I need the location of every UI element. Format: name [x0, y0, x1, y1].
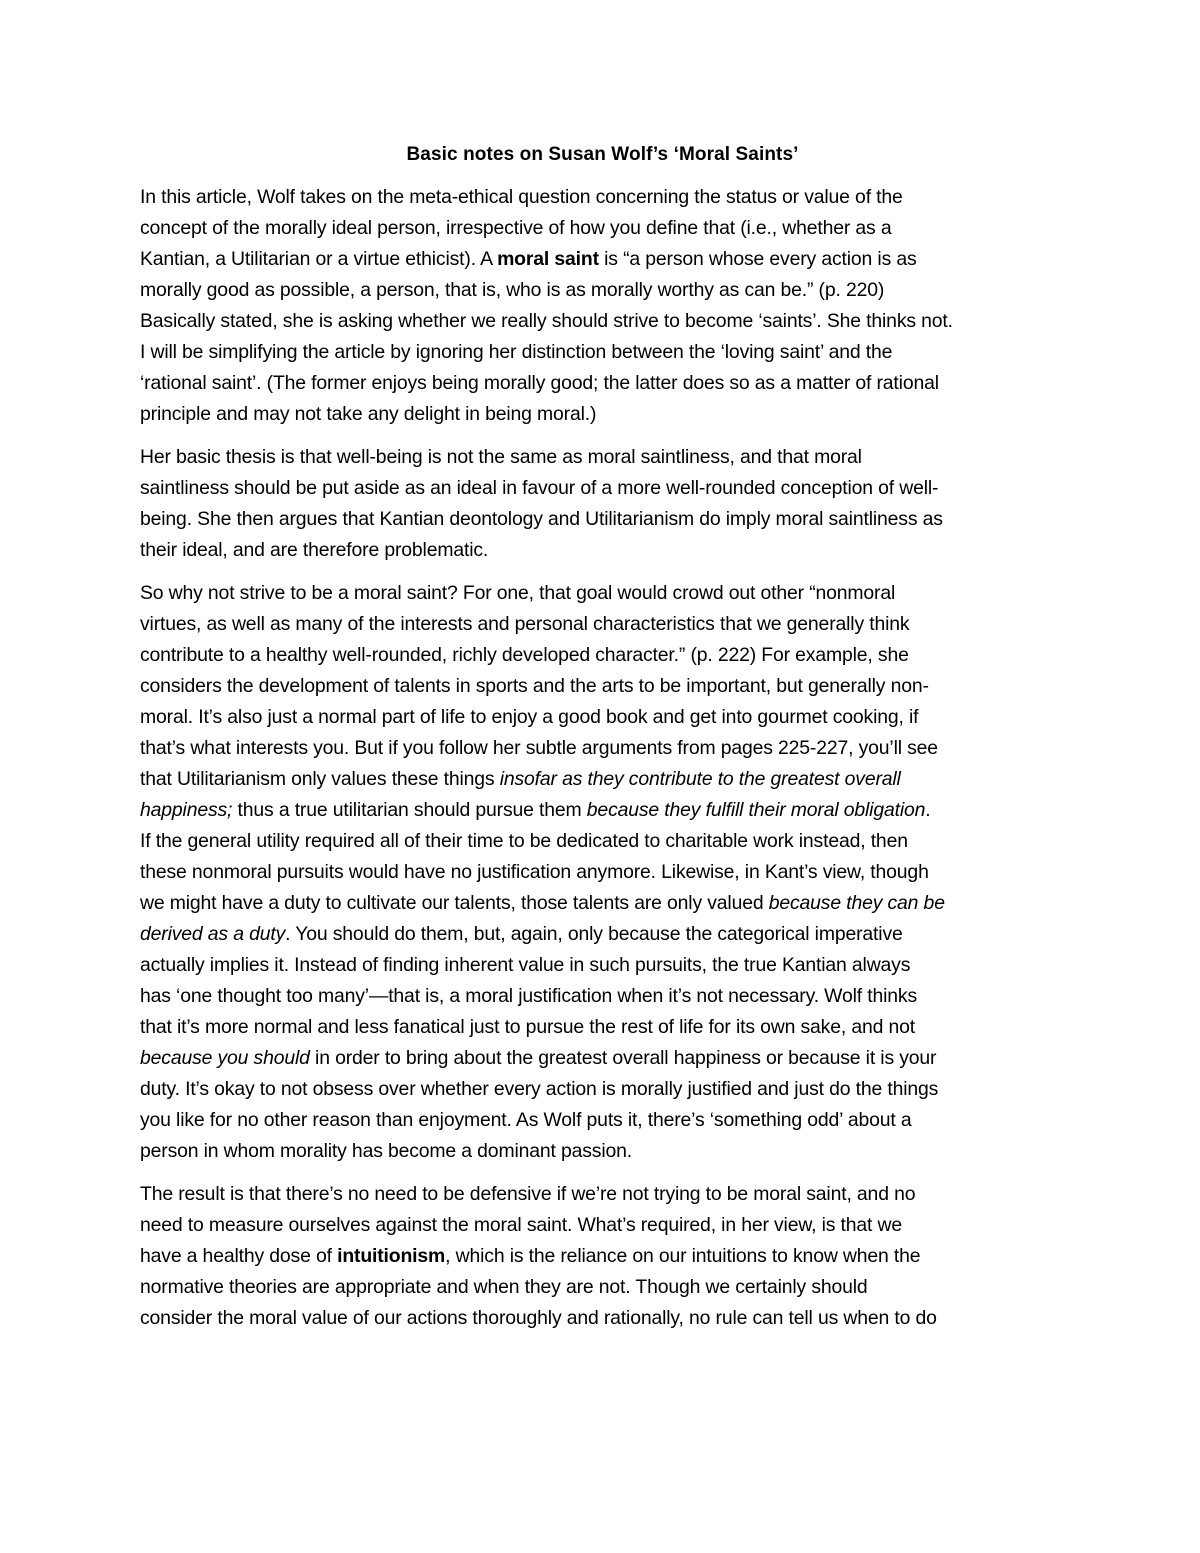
- text-line: consider the moral value of our actions thoroughly and rationally, no rule can tell us when to do: [140, 1307, 937, 1329]
- document-body: [140, 142, 1065, 1346]
- bold-term-moral-saint: moral saint: [497, 248, 599, 270]
- text-line: [140, 795, 1065, 826]
- text-line: normative theories are appropriate and when they are not. Though we certainly should: [140, 1276, 868, 1298]
- text-run: Kantian, a Utilitarian or a virtue ethicist). A: [140, 248, 498, 270]
- text-run: , which is the reliance on our intuitions to know when the: [445, 1245, 921, 1267]
- text-line: [140, 919, 1065, 950]
- text-line: duty. It’s okay to not obsess over whether every action is morally justified and just do the things: [140, 1078, 939, 1100]
- text-run: that Utilitarianism only values these things: [140, 768, 500, 790]
- document-title: Basic notes on Susan Wolf’s ‘Moral Saints’: [406, 144, 799, 165]
- italic-run: derived as a duty: [140, 923, 286, 945]
- text-line: ‘rational saint’. (The former enjoys being morally good; the latter does so as a matter of rational: [140, 372, 939, 394]
- text-run: . You should do them, but, again, only because the categorical imperative: [285, 923, 903, 945]
- text-line: person in whom morality has become a dominant passion.: [140, 1140, 633, 1162]
- text-line: you like for no other reason than enjoyment. As Wolf puts it, there’s ‘something odd’ about a: [140, 1109, 912, 1131]
- text-line: their ideal, and are therefore problematic.: [140, 539, 489, 561]
- text-line: morally good as possible, a person, that is, who is as morally worthy as can be.” (p. 220): [140, 279, 885, 301]
- paragraph-3: [140, 578, 1065, 1167]
- text-line: So why not strive to be a moral saint? For one, that goal would crowd out other “nonmoral: [140, 582, 896, 604]
- text-line: concept of the morally ideal person, irrespective of how you define that (i.e., whether as a: [140, 217, 892, 239]
- text-line: contribute to a healthy well-rounded, richly developed character.” (p. 222) For example, she: [140, 644, 909, 666]
- text-line: moral. It’s also just a normal part of life to enjoy a good book and get into gourmet cooking, if: [140, 706, 919, 728]
- paragraph-4: [140, 1179, 1065, 1334]
- italic-run: insofar as they contribute to the greatest overall: [499, 768, 901, 790]
- text-line: [140, 1043, 1065, 1074]
- text-run: we might have a duty to cultivate our talents, those talents are only valued: [140, 892, 769, 914]
- text-line: considers the development of talents in sports and the arts to be important, but generally non-: [140, 675, 929, 697]
- text-run: thus a true utilitarian should pursue them: [232, 799, 587, 821]
- text-line: [140, 244, 1065, 275]
- text-line: [140, 888, 1065, 919]
- text-line: Basically stated, she is asking whether we really should strive to become ‘saints’. She thinks not.: [140, 310, 953, 332]
- text-line: these nonmoral pursuits would have no justification anymore. Likewise, in Kant’s view, though: [140, 861, 929, 883]
- text-line: being. She then argues that Kantian deontology and Utilitarianism do imply moral saintliness as: [140, 508, 943, 530]
- text-line: In this article, Wolf takes on the meta-ethical question concerning the status or value of the: [140, 186, 903, 208]
- italic-run: because they can be: [768, 892, 945, 914]
- text-line: principle and may not take any delight in being moral.): [140, 403, 597, 425]
- paragraph-1: [140, 182, 1065, 430]
- text-line: If the general utility required all of their time to be dedicated to charitable work instead, then: [140, 830, 908, 852]
- text-run: have a healthy dose of: [140, 1245, 338, 1267]
- bold-term-intuitionism: intuitionism: [337, 1245, 446, 1267]
- text-line: The result is that there’s no need to be defensive if we’re not trying to be moral saint, and no: [140, 1183, 916, 1205]
- text-run: .: [925, 799, 931, 821]
- text-run: in order to bring about the greatest overall happiness or because it is your: [309, 1047, 937, 1069]
- text-line: Her basic thesis is that well-being is not the same as moral saintliness, and that moral: [140, 446, 862, 468]
- text-line: [140, 1241, 1065, 1272]
- italic-run: because they fulfill their moral obligation: [586, 799, 926, 821]
- text-line: has ‘one thought too many’—that is, a moral justification when it’s not necessary. Wolf thinks: [140, 985, 918, 1007]
- text-line: I will be simplifying the article by ignoring her distinction between the ‘loving saint’ and the: [140, 341, 893, 363]
- text-line: virtues, as well as many of the interests and personal characteristics that we generally think: [140, 613, 910, 635]
- text-line: saintliness should be put aside as an ideal in favour of a more well-rounded conception of well-: [140, 477, 939, 499]
- text-line: that it’s more normal and less fanatical just to pursue the rest of life for its own sake, and not: [140, 1016, 915, 1038]
- text-line: that’s what interests you. But if you follow her subtle arguments from pages 225-227, you’ll see: [140, 737, 938, 759]
- text-line: actually implies it. Instead of finding inherent value in such pursuits, the true Kantian always: [140, 954, 911, 976]
- text-line: [140, 764, 1065, 795]
- italic-run: because you should: [140, 1047, 310, 1069]
- paragraph-2: [140, 442, 1065, 566]
- italic-run: happiness;: [140, 799, 233, 821]
- text-run: is “a person whose every action is as: [598, 248, 917, 270]
- text-line: need to measure ourselves against the moral saint. What’s required, in her view, is that we: [140, 1214, 903, 1236]
